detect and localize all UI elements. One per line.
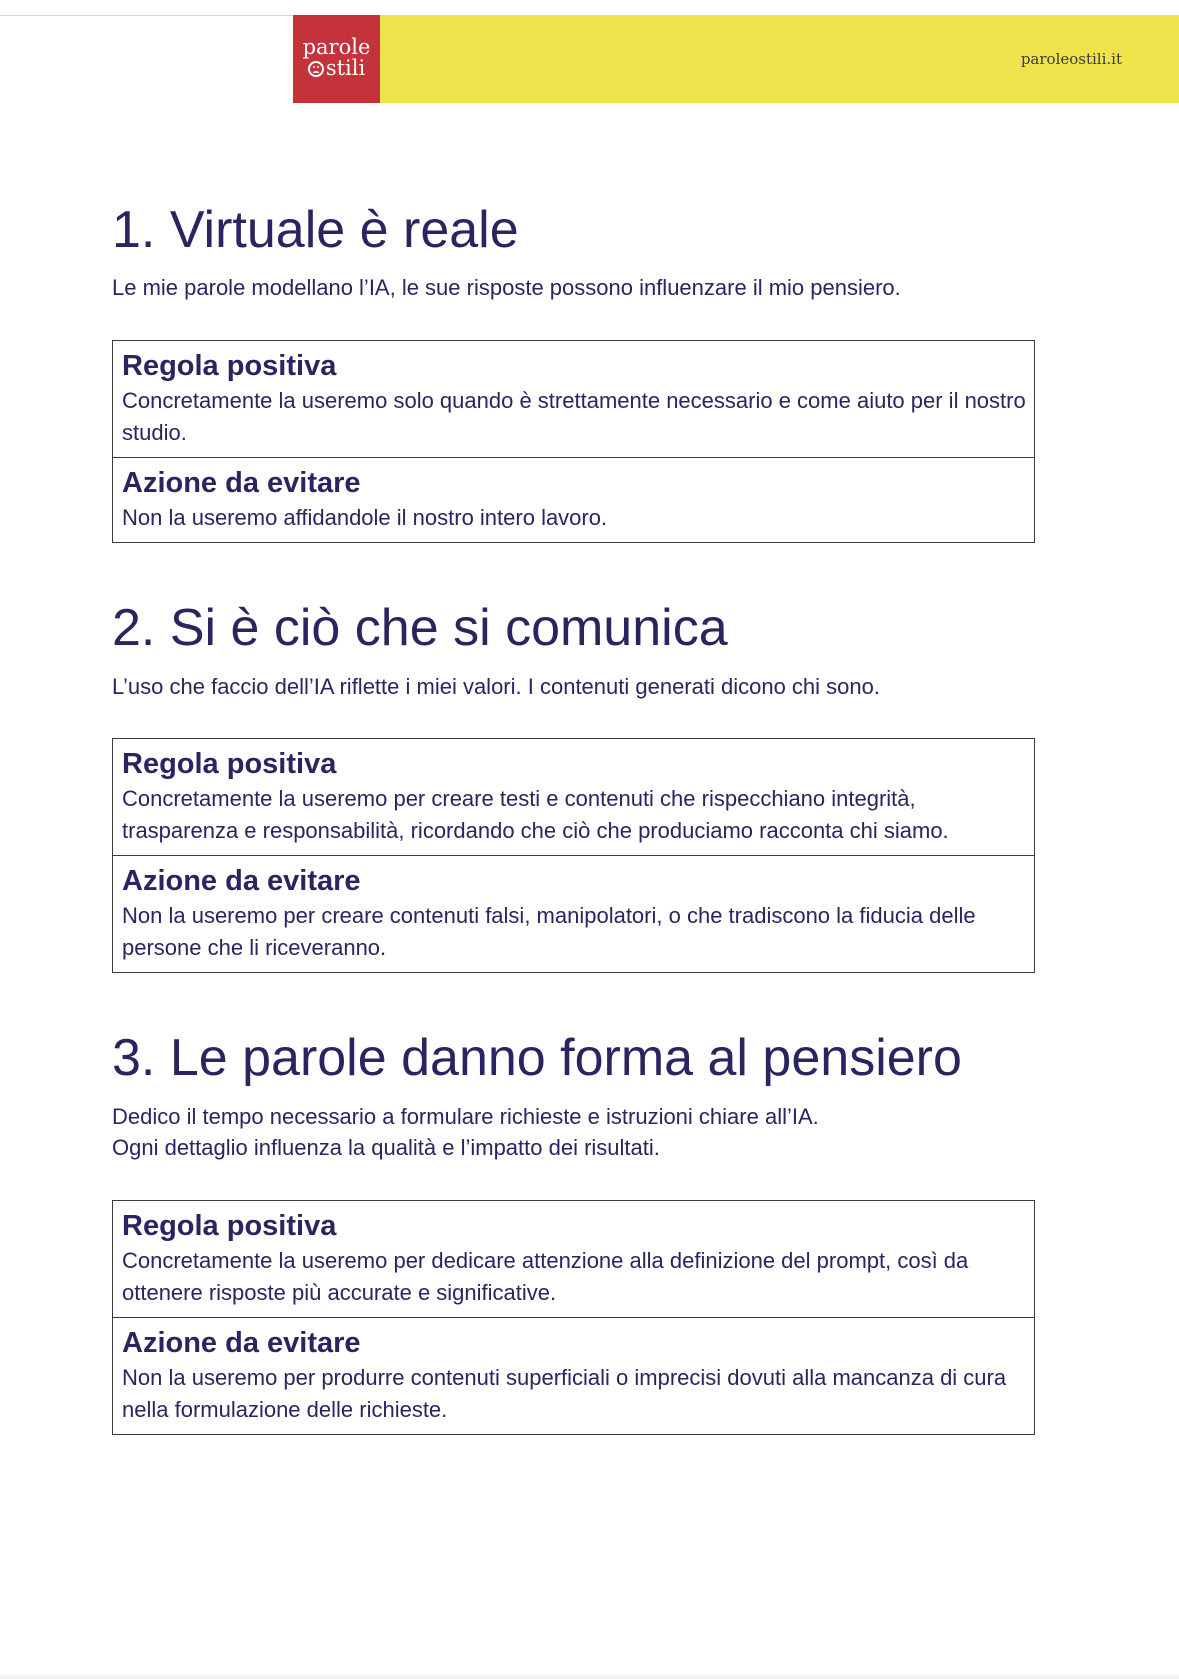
avoid-action-heading: Azione da evitare [122,1327,361,1359]
section-2-intro: L’uso che faccio dell’IA riflette i miei valori. I contenuti generati dicono chi sono. [112,674,880,699]
bottom-divider [0,1675,1179,1679]
section-1-title: 1. Virtuale è reale [112,201,519,259]
logo-line1: parole [302,35,371,59]
section-2-rules-table [112,738,1035,973]
avoid-action-cell [113,457,1034,542]
positive-rule-cell [113,341,1034,457]
avoid-action-text: Non la useremo per creare contenuti falsi, manipolatori, o che tradiscono la fiducia delle persone che li riceveranno. [122,903,976,960]
positive-rule-text: Concretamente la useremo per creare testi e contenuti che rispecchiano integrità, trasparenza e responsabilità, ricordando che ciò che produciamo racconta chi siamo. [122,786,949,843]
positive-rule-heading: Regola positiva [122,350,337,382]
site-url-link[interactable]: paroleostili.it [1020,50,1122,68]
sad-face-icon [308,61,324,77]
avoid-action-text: Non la useremo affidandole il nostro intero lavoro. [122,505,608,530]
section-1-intro: Le mie parole modellano l’IA, le sue risposte possono influenzare il mio pensiero. [112,275,901,300]
avoid-action-cell [113,855,1034,972]
positive-rule-text: Concretamente la useremo per dedicare attenzione alla definizione del prompt, così da ottenere risposte più accurate e significative. [122,1248,969,1305]
positive-rule-text: Concretamente la useremo solo quando è strettamente necessario e come aiuto per il nostro studio. [122,388,1026,445]
positive-rule-cell [113,1201,1034,1317]
section-3-intro: Dedico il tempo necessario a formulare richieste e istruzioni chiare all’IA. Ogni dettaglio influenza la qualità e l’impatto dei risultati. [112,1104,819,1160]
brand-logo[interactable] [293,15,380,103]
section-3-title: 3. Le parole danno forma al pensiero [112,1029,962,1087]
avoid-action-heading: Azione da evitare [122,865,361,897]
avoid-action-text: Non la useremo per produrre contenuti superficiali o imprecisi dovuti alla mancanza di cura nella formulazione delle richieste. [122,1365,1007,1422]
positive-rule-cell [113,739,1034,855]
positive-rule-heading: Regola positiva [122,748,337,780]
section-3-rules-table [112,1200,1035,1435]
avoid-action-cell [113,1317,1034,1434]
section-2-title: 2. Si è ciò che si comunica [112,599,728,657]
avoid-action-heading: Azione da evitare [122,467,361,499]
logo-line2: stili [293,57,380,79]
positive-rule-heading: Regola positiva [122,1210,337,1242]
section-1-rules-table [112,340,1035,543]
